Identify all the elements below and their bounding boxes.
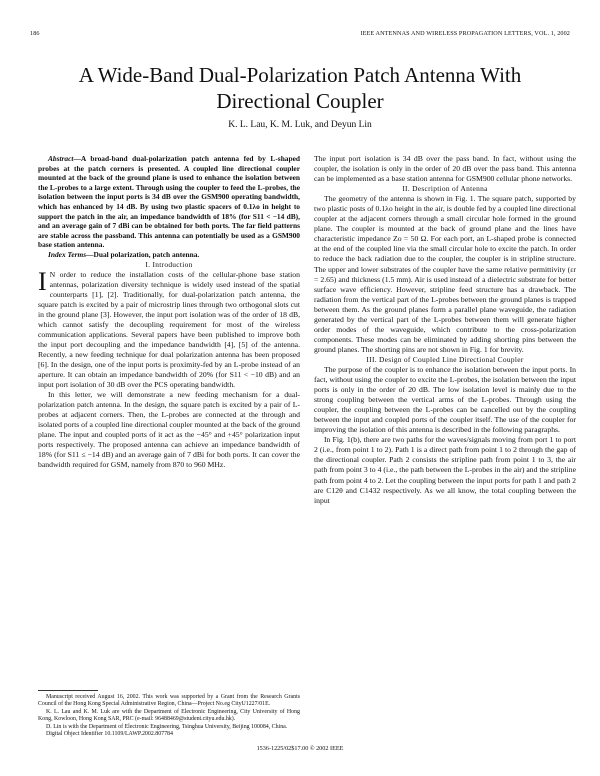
abstract	[38, 154, 300, 250]
intro-paragraph-2: In this letter, we will demonstrate a new feeding mechanism for a dual-polarization patch antenna. In the design, the square patch is excited by a pair of L-probes at adjacent corners. Then, the L-probes are connected at the through and isolated ports of a coupled line directional coupler mounted at the back of the ground plane. The input and coupled ports of it act as the −45° and +45° polarization input ports respectively. The proposed antenna can achieve an impedance bandwidth of 18% (for S11 ≤ −14 dB) and an average gain of 7 dBi for both ports. It can cover the bandwidth required for GSM, namely from 870 to 960 MHz.	[38, 390, 300, 470]
coupler-paragraph-1: The purpose of the coupler is to enhance the isolation between the input ports. In fact, without using the coupler to excite the L-probes, the isolation between the input ports is only in the order of 20 dB. The low isolation level is mainly due to the strong coupling between the vertical arms of the L-probes. Through using the coupler, the coupling between the L-probes can be cancelled out by the coupling between the input and coupled ports of the coupler itself. The use of the coupler for improving the isolation of this antenna is described in the following paragraphs.	[314, 364, 576, 435]
section-heading-introduction: I. Introduction	[145, 259, 193, 269]
paper-title: A Wide-Band Dual-Polarization Patch Antenna With Directional Coupler	[78, 63, 522, 113]
intro-paragraph-1-text: N order to reduce the installation costs of the cellular-phone base station antennas, polarization diversity technique is widely used instead of the spatial counterparts [1], [2]. Traditionally, for dual-polarization patch antenna, the square patch is excited by a pair of microstrip lines through two orthogonal slots cut in the ground plane [3]. However, the input port isolation was of the order of 18 dB, which cannot satisfy the decoupling requirement for most of the wireless communication applications. Several papers have been published to improve both the input port decoupling and the impedance bandwidth [4], [5] of the antenna. Recently, a new feeding technique for dual polarization antenna has been proposed [6]. In the design, one of the input ports is proximity-fed by an L-probe instead of an aperture. It can obtain an impedance bandwidth of 20% (for S11 < −10 dB) and an input port isolation of 30 dB over the PCS operating bandwidth.	[38, 269, 300, 390]
paper-authors: K. L. Lau, K. M. Luk, and Deyun Lin	[228, 120, 372, 130]
abstract-text: A broad-band dual-polarization patch antenna fed by L-shaped probes at the patch corners is presented. A coupled line directional coupler mounted at the back of the ground plane is used to enhance the isolation between the L-probes to a large extent. Through using the coupler to feed the L-probes, the isolation between the input ports is 34 dB over the GSM900 operating bandwidth, which has enhanced by 14 dB. By using two plastic spacers of 0.1λo in height to support the patch in the air, an impedance bandwidth of 18% (for S11 < −14 dB), and an average gain of 7 dBi can be obtained for both ports. The far field patterns are stable across the passband. This antenna can potentially be used as a GSM900 base station antenna.	[38, 154, 300, 250]
page-number: 186	[30, 30, 40, 37]
footnote-received: Manuscript received August 16, 2002. This work was supported by a Grant from the Research Grants Council of the Hong Kong Special Administrative Region, China—Project No.eg CityU1227/01E.	[38, 694, 300, 708]
footnotes	[38, 690, 300, 738]
right-column	[314, 154, 576, 506]
index-terms	[38, 250, 300, 260]
section-heading-coupler: III. Design of Coupled Line Directional Coupler	[366, 354, 524, 364]
running-header	[30, 30, 570, 40]
footnote-affiliation-2: D. Lin is with the Department of Electronic Engineering, Tsinghua University, Beijing 100084, China.	[46, 723, 288, 730]
left-column	[38, 154, 300, 471]
description-paragraph: The geometry of the antenna is shown in Fig. 1. The square patch, supported by two plastic posts of 0.1λo height in the air, is double fed by a coupled line directional coupler at the adjacent corners through a small circular hole formed in the ground plane. The coupler is mounted at the back of ground plane and the lines have characteristic impedance Zo = 50 Ω. For each port, an L-shaped probe is connected at the end of the coupled line via the small circular hole to excite the patch. In order to reduce the back radiation due to the coupler, the coupler is in stripline structure. The upper and lower substrates of the coupler have the same relative permittivity (εr = 2.65) and thickness (1.5 mm). Air is used instead of a dielectric substrate for better surface wave efficiency. However, stripline feed structure has a drawback. The radiation from the vertical part of the L-probes between the ground planes is trapped between them. As the ground planes form a parallel plane waveguide, the radiation generated by the vertical part of the L-probes between them will generate higher order modes of the waveguide, which contribute to the cross-polarization components. These modes can be eliminated by adding shorting pins between the ground planes. The shorting pins are not shown in Fig. 1 for brevity.	[314, 194, 576, 354]
intro-continuation: The input port isolation is 34 dB over the pass band. In fact, without using the coupler, the isolation is only in the order of 20 dB over the pass band. This antenna can be implemented as a base station antenna for GSM900 cellular phone networks.	[314, 154, 576, 184]
index-terms-label: Index Terms—	[48, 249, 94, 259]
journal-header: IEEE ANTENNAS AND WIRELESS PROPAGATION LETTERS, VOL. 1, 2002	[360, 30, 570, 37]
coupler-paragraph-2: In Fig. 1(b), there are two paths for the waves/signals moving from port 1 to port 2 (i.e., from point 1 to 2). Path 1 is a direct path from point 1 to 2 through the gap of the directional coupler. Path 2 consists the stripline path from point 1 to 3, the air path from point 3 to 4 (i.e., the path between the L-probes in the air) and the stripline path from point 4 to 2. Let the coupling between the input ports for path 1 and path 2 are C12θ and C1432 respectively. As we all know, the total coupling between the input	[314, 435, 576, 505]
section-heading-description: II. Description of Antenna	[402, 184, 488, 194]
footnote-doi: Digital Object Identifier 10.1109/LAWP.2002.807784	[46, 731, 173, 738]
drop-cap: I	[38, 266, 47, 296]
index-terms-text: Dual polarization, patch antenna.	[93, 249, 200, 259]
footnote-affiliation-1: K. L. Lau and K. M. Luk are with the Department of Electronic Engineering, City University of Hong Kong, Kowloon, Hong Kong SAR, PRC (e-mail: 96488469@student.cityu.edu.hk).	[38, 708, 300, 723]
footnote-rule	[38, 690, 98, 691]
abstract-label: Abstract—	[48, 154, 81, 163]
copyright-footer: 1536-1225/02$17.00 © 2002 IEEE	[256, 745, 344, 752]
intro-paragraph-1	[38, 266, 300, 391]
